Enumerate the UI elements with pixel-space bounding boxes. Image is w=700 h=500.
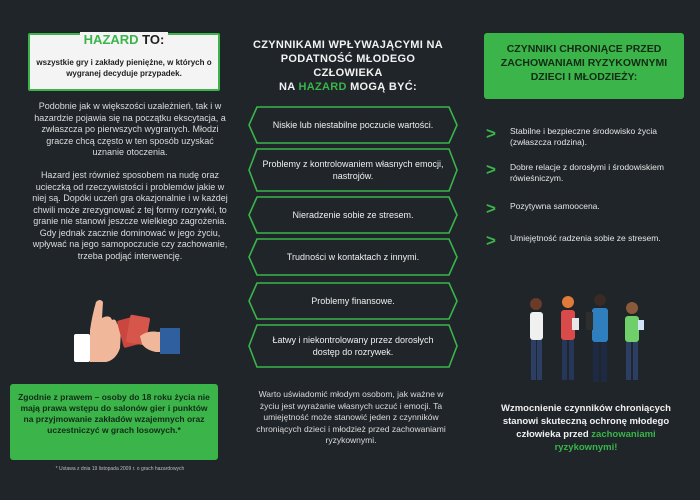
refusing-hand-icon bbox=[74, 300, 121, 362]
risk-title-line2: PODATNOŚĆ MŁODEGO CZŁOWIEKA bbox=[280, 53, 416, 79]
student-figure bbox=[625, 302, 644, 380]
risk-title-line3 bbox=[252, 80, 444, 94]
risk-factor-text: Problemy z kontrolowaniem własnych emocji, nastrojów. bbox=[262, 159, 444, 181]
hazard-definition-box bbox=[28, 33, 220, 91]
hazard-title bbox=[30, 32, 218, 47]
hazard-definition: wszystkie gry i zakłady pieniężne, w których o wygranej decyduje przypadek. bbox=[36, 58, 212, 78]
risk-factor-text: Trudności w kontaktach z innymi. bbox=[286, 252, 420, 262]
risk-factor-text: Problemy finansowe. bbox=[311, 296, 395, 306]
risk-factor-text: Łatwy i niekontrolowany przez dorosłych dostęp do rozrywek. bbox=[272, 335, 434, 357]
student-figure bbox=[586, 294, 608, 382]
chevron-right-icon: > bbox=[486, 231, 496, 250]
intro-paragraph: Podobnie jak w większości uzależnień, tak i w hazardzie pojawia się na początku ekscytacja, a zwłaszcza po pierwszych wygranych. Młodzi gracze chcą często w ten sposób uzyskać uznanie otoczenia. bbox=[34, 101, 226, 157]
protective-factor-text: Pozytywna samoocena. bbox=[510, 201, 600, 211]
protective-factor-item bbox=[486, 232, 696, 252]
chevron-right-icon: > bbox=[486, 124, 496, 143]
protective-factor-item bbox=[486, 161, 696, 185]
protective-factor-text: Umiejętność radzenia sobie ze stresem. bbox=[510, 233, 661, 243]
law-footnote: * Ustawa z dnia 19 listopada 2009 r. o grach hazardowych bbox=[55, 466, 185, 472]
hazard-title-green: HAZARD bbox=[83, 32, 139, 47]
risk-factor-box bbox=[248, 148, 458, 192]
protective-factor-item bbox=[486, 200, 696, 220]
protective-factor-item bbox=[486, 125, 696, 149]
students-group-illustration bbox=[522, 292, 652, 388]
law-notice-box bbox=[10, 384, 218, 460]
risk-factor-text: Nieradzenie sobie ze stresem. bbox=[292, 210, 414, 220]
risk-title-green: HAZARD bbox=[298, 81, 347, 93]
law-notice-text: Zgodnie z prawem – osoby do 18 roku życia nie mają prawa wstępu do salonów gier i punktów na przyjmowanie zakładów wzajemnych oraz uczestniczyć w grach losowych.* bbox=[18, 392, 210, 435]
chevron-right-icon: > bbox=[486, 160, 496, 179]
refusal-illustration bbox=[70, 296, 180, 366]
hazard-title-dark: TO: bbox=[138, 32, 165, 47]
boredom-paragraph: Hazard jest również sposobem na nudę oraz ucieczką od rzeczywistości i problemów jakie w niej są. Dopóki uczeń gra okazjonalnie i w każdej chwili może zrezygnować z tej formy rozrywki, to granie nie stanowi jeszcze wielkiego zagrożenia. Gdy jednak zacznie dominować w jego życiu, wpływać na jego samopoczucie czy zachowanie, trzeba podjąć interwencję. bbox=[32, 170, 228, 261]
risk-factors-title bbox=[252, 38, 444, 94]
emotions-note: Warto uświadomić młodym osobom, jak ważne w życiu jest wyrażanie własnych uczuć i emocji. Ta umiejętność może stanowić jeden z czynników chroniących dzieci i młodzież przed zachowaniami ryzykownymi. bbox=[256, 389, 446, 445]
chevron-right-icon: > bbox=[486, 199, 496, 218]
risk-factor-box bbox=[248, 106, 458, 144]
protection-summary-text: Wzmocnienie czynników chroniących stanowi skuteczną ochronę młodego człowieka przed bbox=[501, 403, 671, 440]
risk-factor-box bbox=[248, 324, 458, 368]
protection-summary-green: zachowaniami ryzykownymi! bbox=[554, 429, 656, 453]
protective-factor-text: Dobre relacje z dorosłymi i środowiskiem rówieśniczym. bbox=[510, 162, 664, 183]
risk-title-pre: NA bbox=[279, 81, 299, 93]
risk-title-post: MOGĄ BYĆ: bbox=[346, 81, 417, 93]
student-figure bbox=[530, 298, 543, 380]
student-figure bbox=[561, 296, 579, 380]
protective-factors-box bbox=[484, 33, 684, 99]
risk-factor-box bbox=[248, 196, 458, 234]
protection-summary bbox=[488, 402, 684, 454]
risk-factor-text: Niskie lub niestabilne poczucie wartości. bbox=[272, 120, 434, 130]
protective-factor-text: Stabilne i bezpieczne środowisko życia (zwłaszcza rodzina). bbox=[510, 126, 657, 147]
hand-with-cards-icon bbox=[117, 314, 180, 354]
risk-factor-box bbox=[248, 282, 458, 320]
risk-title-line1: CZYNNIKAMI WPŁYWAJĄCYMI NA bbox=[253, 39, 443, 51]
risk-factor-box bbox=[248, 238, 458, 276]
protective-factors-title: CZYNNIKI CHRONIĄCE PRZED ZACHOWANIAMI RYZYKOWNYMI DZIECI I MŁODZIEŻY: bbox=[500, 43, 668, 83]
